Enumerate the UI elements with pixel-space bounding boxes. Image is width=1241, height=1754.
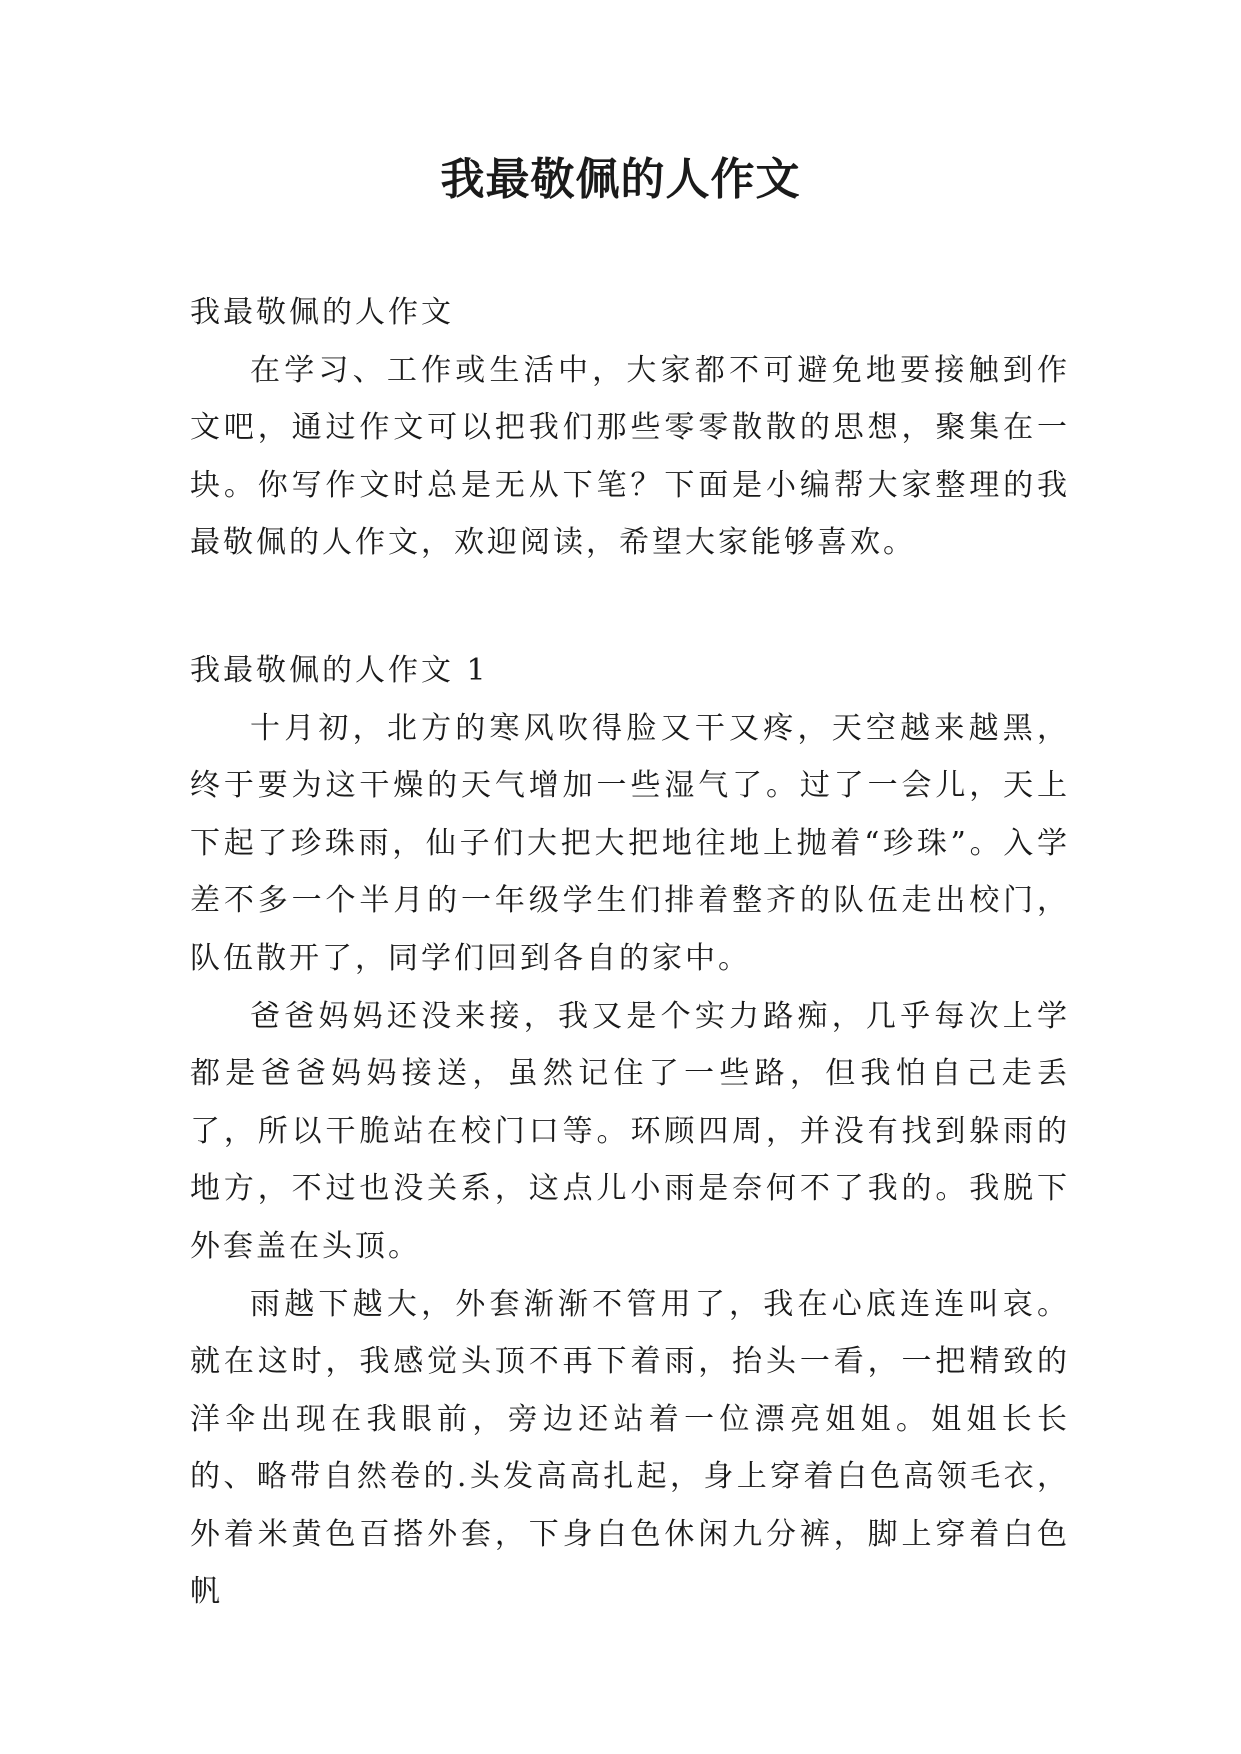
- body-paragraph: 爸爸妈妈还没来接，我又是个实力路痴，几乎每次上学都是爸爸妈妈接送，虽然记住了一些路，但我怕自己走丢了，所以干脆站在校门口等。环顾四周，并没有找到躲雨的地方，不过也没关系，这点儿小雨是奈何不了我的。我脱下外套盖在头顶。: [190, 998, 1070, 1264]
- section-spacer: [190, 572, 1070, 642]
- document-body: [190, 284, 1070, 1621]
- intro-heading: 我最敬佩的人作文: [190, 295, 454, 330]
- section-heading: 我最敬佩的人作文 1: [190, 652, 489, 688]
- intro-paragraph: 在学习、工作或生活中，大家都不可避免地要接触到作文吧，通过作文可以把我们那些零零散散的思想，聚集在一块。你写作文时总是无从下笔？下面是小编帮大家整理的我最敬佩的人作文，欢迎阅读，希望大家能够喜欢。: [190, 352, 1070, 561]
- body-paragraph: 十月初，北方的寒风吹得脸又干又疼，天空越来越黑，终于要为这干燥的天气增加一些湿气了。过了一会儿，天上下起了珍珠雨，仙子们大把大把地往地上抛着“珍珠”。入学差不多一个半月的一年级学生们排着整齐的队伍走出校门，队伍散开了，同学们回到各自的家中。: [190, 710, 1070, 976]
- document-title: 我最敬佩的人作文: [440, 154, 801, 205]
- body-paragraph: 雨越下越大，外套渐渐不管用了，我在心底连连叫哀。就在这时，我感觉头顶不再下着雨，抬头一看，一把精致的洋伞出现在我眼前，旁边还站着一位漂亮姐姐。姐姐长长的、略带自然卷的.头发高高扎起，身上穿着白色高领毛衣，外着米黄色百搭外套，下身白色休闲九分裤，脚上穿着白色帆: [190, 1286, 1070, 1610]
